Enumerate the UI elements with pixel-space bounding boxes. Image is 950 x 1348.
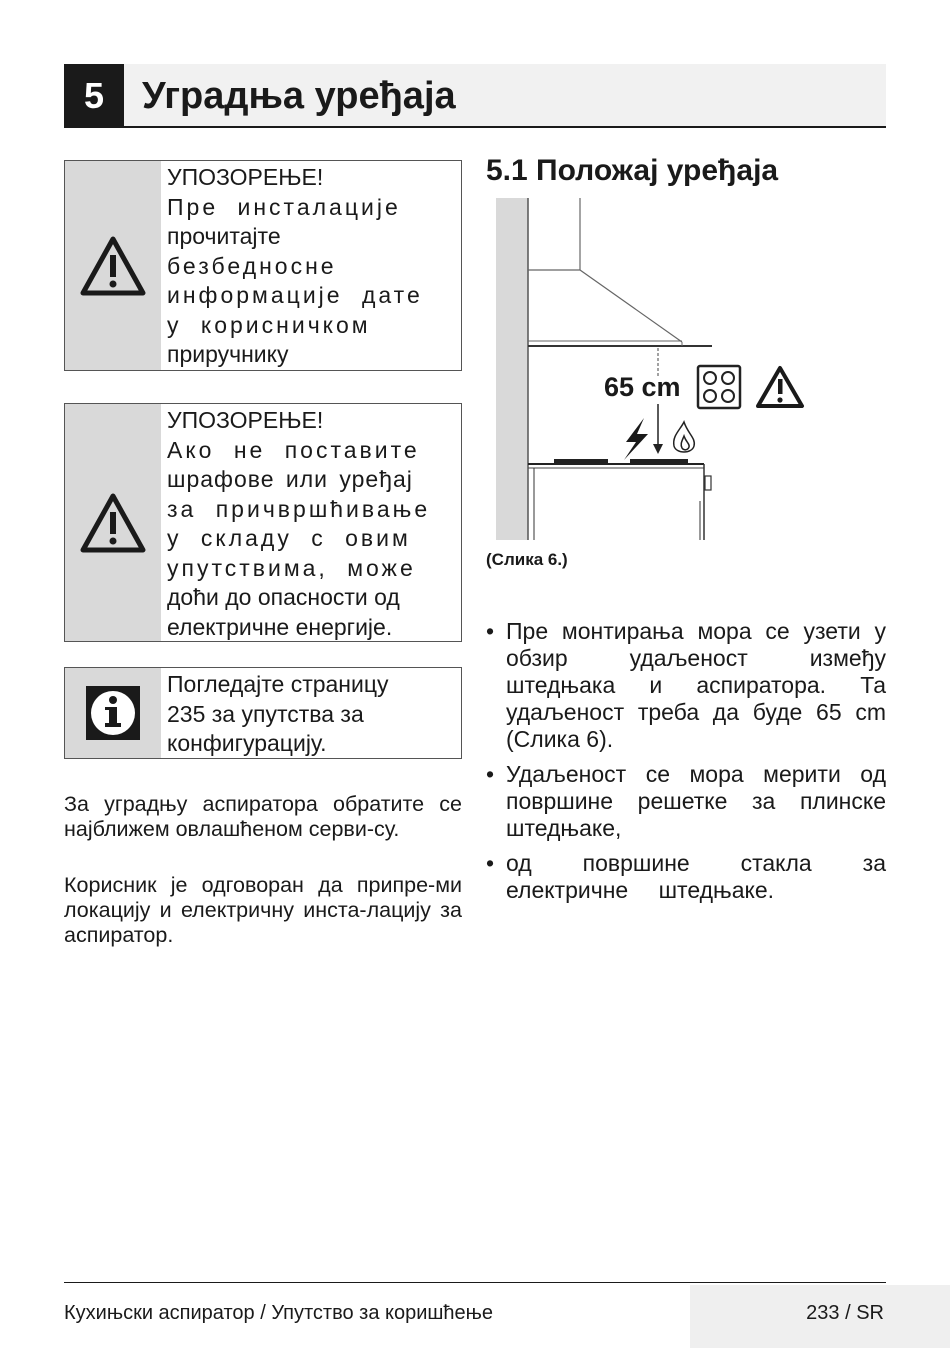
chapter-number: 5 [64,64,124,128]
installation-figure [486,196,816,546]
list-item: • Пре монтирања мора се узети у обзир удаљеност између штедњака и аспиратора. Та удаљеност треба да буде 65 cm (Слика 6). [486,618,886,753]
warning-line: Ако не поставите [167,436,420,463]
list-item: • Удаљеност се мора мерити од површине решетке за плинске штедњаке, [486,761,886,842]
warning-line: прочитајте [167,223,281,249]
bullet-list [486,618,886,912]
info-line: 235 за упутства за [167,700,364,727]
warning-line: доћи до опасности од [167,584,400,610]
footer-document-title: Кухињски аспиратор / Упутство за коришћење [64,1302,494,1324]
warning-line: шрафове или уређај [167,466,413,492]
lightning-icon [624,418,648,460]
warning-title: УПОЗОРЕЊЕ! [167,407,324,433]
chapter-title: Уградња уређаја [142,75,456,117]
footer-page-number: 233 / SR [806,1302,884,1324]
warning-box-1 [64,160,462,371]
warning-line: упутствима, може [167,554,416,581]
info-icon [84,684,142,742]
info-line: конфигурацију. [167,730,327,756]
warning-line: информације дате [167,282,423,308]
warning-line: у складу с овим [167,525,411,551]
flame-icon [674,422,695,452]
warning-title: УПОЗОРЕЊЕ! [167,164,324,190]
warning-line: електричне енергије. [167,613,393,640]
hood-canopy [528,270,682,342]
warning-triangle-icon [79,492,147,554]
body-paragraph: За уградњу аспиратора обратите се најближем овлашћеном серви-су. [64,792,462,841]
wall-shape [496,198,528,540]
info-line: Погледајте страницу [167,671,389,697]
warning-box-2 [64,403,462,642]
cooktop-icon [698,366,740,408]
warning-triangle-icon [758,368,802,406]
warning-line: Пре инсталације [167,193,401,220]
section-title: 5.1 Положај уређаја [486,154,779,187]
warning-line: безбедносне [167,252,337,279]
figure-caption: (Слика 6.) [486,550,568,569]
warning-line: у корисничком [167,311,371,338]
info-box [64,667,462,759]
footer-divider [64,1282,886,1283]
warning-line: за причвршћивање [167,495,431,522]
body-paragraph: Корисник је одговоран да припре-ми локацију и електричну инста-лацију за аспиратор. [64,873,462,947]
distance-label: 65 cm [604,372,681,402]
warning-triangle-icon [79,235,147,297]
chapter-header [64,64,886,128]
warning-line: приручнику [167,341,289,367]
list-item: • од површине стакла за електричне штедњаке. [486,850,886,904]
